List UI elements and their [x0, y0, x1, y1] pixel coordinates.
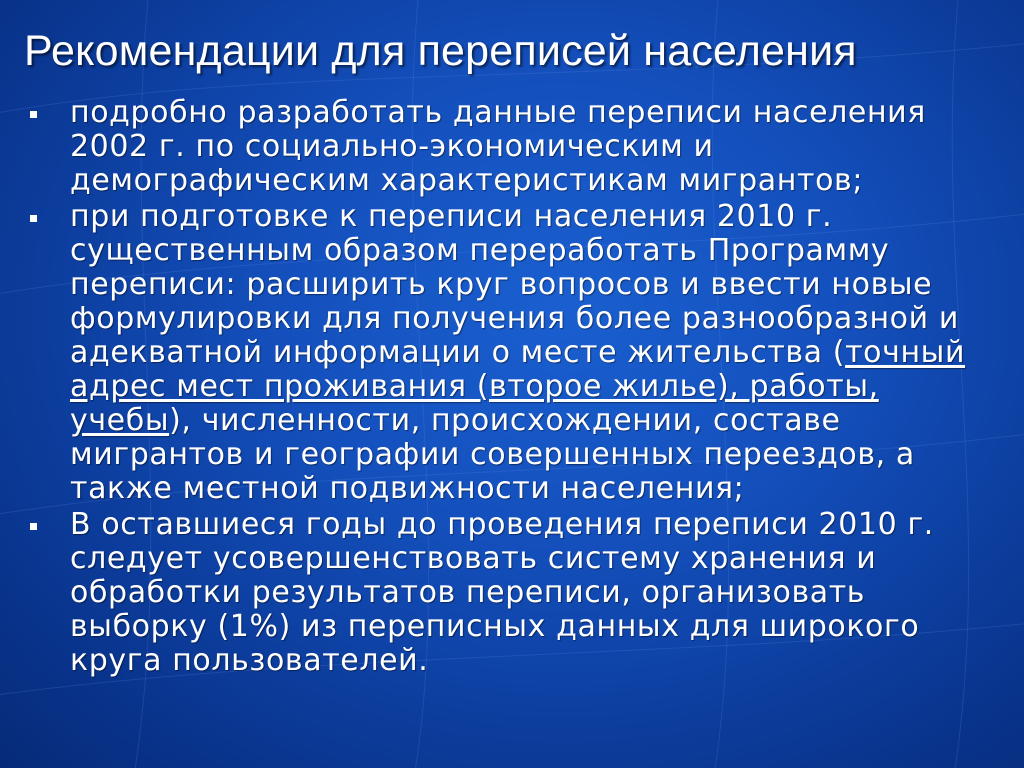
bullet-item: [28, 200, 998, 506]
bullet-item: [28, 96, 998, 198]
bullet-item: [28, 508, 998, 678]
bullet-text-part: при подготовке к переписи населения 2010 г. существенным образом переработать Программу переписи: расширить круг вопросов и ввести новые формулировки для получения более разнообразной и адекватной информации о месте жительства (: [70, 199, 959, 370]
square-bullet-icon: [30, 111, 37, 118]
bullet-text: [70, 200, 998, 506]
bullet-text: подробно разработать данные переписи населения 2002 г. по социально-экономическим и демографическим характеристикам мигрантов;: [70, 95, 926, 198]
slide-title: Рекомендации для переписей населения: [24, 27, 857, 75]
bullet-text: В оставшиеся годы до проведения переписи 2010 г. следует усовершенствовать систему хранения и обработки результатов переписи, организовать выборку (1%) из переписных данных для широкого круга пользователей.: [70, 507, 934, 678]
square-bullet-icon: [30, 523, 37, 530]
bullet-text-part: ), численности, происхождении, составе мигрантов и географии совершенных переездов, а также местной подвижности населения;: [70, 403, 915, 506]
bullet-list: [28, 96, 998, 680]
square-bullet-icon: [30, 215, 37, 222]
underlined-text: точный адрес мест проживания (второе жилье), работы, учебы: [70, 335, 966, 438]
